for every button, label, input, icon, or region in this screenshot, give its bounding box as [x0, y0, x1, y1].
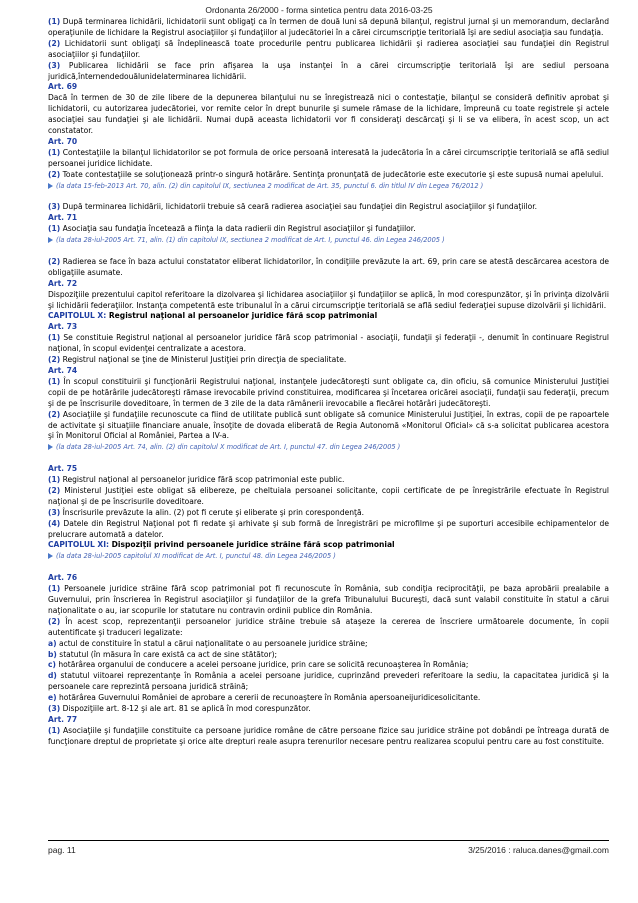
article-heading: Art. 72 — [48, 278, 78, 288]
paragraph-number: (2) — [48, 38, 61, 48]
paragraph-text: În scopul constituirii şi funcţionării Registrului naţional, instanţele judecătoreşti sunt obligate ca, din oficiu, să comunice Ministerului Justiţiei copii de pe hotărârile judecătoreşti rămase irevocabile privind constituirea, modificarea şi încetarea oricărei asociaţii, fundaţii sau federaţii, precum şi de pe înscrisurile doveditoare, în termen de 3 zile de la data rămânerii irevocabile a fiecărei hotărâri judecătoreşti. — [48, 376, 609, 408]
paragraph-text: Contestaţiile la bilanţul lichidatorilor se pot formula de orice persoană interesată la judecătoria în a cărei circumscripţie teritorială se află sediul persoanei juridice lichidate. — [48, 147, 609, 168]
article-heading: Art. 70 — [48, 136, 78, 146]
paragraph-number: (1) — [48, 17, 61, 26]
paragraph — [48, 726, 609, 748]
amendment-text: (la data 15-feb-2013 Art. 70, alin. (2) din capitolul IX, sectiunea 2 modificat de Art. 35, punctul 6. din titlul IV din Legea 76/2012 ) — [56, 181, 484, 190]
paragraph — [48, 17, 609, 39]
paragraph — [48, 704, 609, 715]
paragraph-number: d) — [48, 671, 57, 681]
amendment-note — [48, 551, 609, 562]
paragraph-text: Toate contestaţiile se soluţionează printr-o singură hotărâre. Sentinţa pronunţată de judecătorie este executorie şi este supusă numai apelului. — [62, 169, 604, 179]
paragraph-number: e) — [48, 693, 57, 703]
paragraph — [48, 671, 609, 693]
chapter-title: Registrul naţional al persoanelor juridice fără scop patrimonial — [108, 311, 378, 321]
paragraph-number: (1) — [48, 147, 61, 157]
paragraph-number: (2) — [48, 355, 61, 365]
triangle-marker-icon — [48, 237, 53, 243]
paragraph-text: Radierea se face în baza actului constatator eliberat lichidatorilor, în condiţiile prevăzute la art. 69, prin care se atestă descărcarea acestora de obligaţiile asumate. — [48, 256, 610, 277]
paragraph — [48, 617, 609, 639]
paragraph-text: statutul viitoarei reprezentanţe în România a acelei persoane juridice, cuprinzând prevederi referitoare la sediu, la capacitatea juridică şi la persoanele care reprezintă persoana juridică străină; — [48, 671, 609, 692]
paragraph — [48, 333, 609, 355]
amendment-note — [48, 235, 609, 246]
paragraph-number: (1) — [48, 584, 61, 594]
paragraph-number: (2) — [48, 616, 61, 626]
amendment-note — [48, 181, 609, 192]
paragraph-text: Asociaţiile şi fundaţiile constituite ca persoane juridice române de către persoane fizice sau juridice străine pot dobândi pe întreaga durată de funcţionare dreptul de proprietate şi orice alte drepturi reale asupra terenurilor necesare pentru realizarea scopului pentru care au fost constituite. — [48, 725, 610, 746]
paragraph — [48, 377, 609, 410]
paragraph-number: (2) — [48, 169, 61, 179]
paragraph-number: (2) — [48, 409, 61, 419]
paragraph-text: După terminarea lichidării, lichidatorii sunt obligaţi ca în termen de două luni să depună bilanţul, registrul jurnal şi un memorandum, declarând operaţiunile de lichidare la Registrul asociaţiilor şi fundaţiilor al judecătoriei în a cărei circumscripţie teritorială îşi are sediul asociaţia sau fundaţia. — [48, 17, 609, 37]
triangle-marker-icon — [48, 183, 53, 189]
paragraph-text: statutul (în măsura în care există ca act de sine stătător); — [59, 649, 278, 659]
paragraph-text: În acest scop, reprezentanţii persoanelor juridice străine trebuie să ataşeze la cererea de înscriere următoarele documente, în copii autentificate şi traduceri legalizate: — [48, 616, 609, 637]
paragraph-text: Dispoziţiile prezentului capitol referitoare la dizolvarea şi lichidarea asociaţiilor şi fundaţiilor se aplică, în mod corespunzător, şi în privinţa dizolvării şi lichidării federaţiilor. Instanţa competentă este tribunalul în a cărui circumscripţie teritorială se află sediul federaţiei supuse dizolvării şi lichidării. — [48, 289, 609, 310]
paragraph-number: (4) — [48, 518, 61, 528]
paragraph-text: Datele din Registrul Naţional pot fi redate şi arhivate şi sub formă de înregistrări pe microfilme şi pe suporturi accesibile echipamentelor de prelucrare automată a datelor. — [48, 518, 609, 539]
paragraph-number: (3) — [48, 202, 61, 212]
amendment-note — [48, 442, 609, 453]
paragraph — [48, 486, 609, 508]
paragraph — [48, 650, 609, 661]
triangle-marker-icon — [48, 444, 53, 450]
paragraph-number: c) — [48, 660, 56, 670]
article-heading: Art. 75 — [48, 464, 78, 474]
paragraph — [48, 475, 609, 486]
paragraph-number: (3) — [48, 60, 61, 70]
paragraph-number: (1) — [48, 333, 61, 343]
paragraph-text: Persoanele juridice străine fără scop patrimonial pot fi recunoscute în România, sub condiţia reciprocităţii, pe baza aprobării prealabile a Guvernului, prin înscrierea în Registrul asociaţiilor şi fundaţiilor de la grefa Tribunalului Bucureşti, dacă sunt valabil constituite în statul a cărui naţionalitate o au, iar scopurile lor statutare nu contravin ordinii publice din România. — [48, 584, 609, 615]
paragraph-number: (3) — [48, 704, 61, 714]
paragraph-text: Dispoziţiile art. 8-12 şi ale art. 81 se aplică în mod corespunzător. — [62, 704, 311, 714]
article-heading: Art. 74 — [48, 365, 78, 375]
paragraph — [48, 584, 609, 617]
paragraph — [48, 224, 609, 235]
paragraph-text: Registrul naţional se ţine de Ministerul Justiţiei prin direcţia de specialitate. — [62, 355, 347, 365]
paragraph — [48, 410, 609, 443]
paragraph-number: (3) — [48, 507, 61, 517]
paragraph-text: hotărârea organului de conducere a acelei persoane juridice, prin care se solicită recunoaşterea în România; — [58, 660, 469, 670]
paragraph — [48, 519, 609, 541]
paragraph-text: actul de constituire în statul a cărui naţionalitate o au persoanele juridice străine; — [58, 638, 368, 648]
paragraph-text: Dacă în termen de 30 de zile libere de la depunerea bilanţului nu se înregistrează nici o contestaţie, bilanţul se consideră definitiv aprobat şi lichidatorii, cu autorizarea judecătoriei, vor remite celor în drept bunurile şi sumele rămase de la lichidare, împreună cu toate registrele şi actele asociaţiei sau fundaţiei şi ale lichidării. Numai după aceasta lichidatorii vor fi consideraţi descărcaţi şi li se va elibera, în acest scop, un act constatator. — [48, 93, 609, 136]
paragraph-number: (2) — [48, 485, 61, 495]
article-heading: Art. 71 — [48, 213, 78, 223]
paragraph-number: (1) — [48, 224, 61, 234]
paragraph — [48, 202, 609, 213]
paragraph-text: Asociaţia sau fundaţia încetează a fiinţa la data radierii din Registrul asociaţiilor şi fundaţiilor. — [62, 224, 416, 234]
paragraph-number: a) — [48, 638, 57, 648]
paragraph-number: b) — [48, 649, 57, 659]
paragraph — [48, 508, 609, 519]
paragraph-text: Se constituie Registrul naţional al persoanelor juridice fără scop patrimonial - asociaţii, fundaţii şi federaţii -, denumit în continuare Registrul naţional, în scopul evidenţei centralizate a acestora. — [48, 333, 609, 354]
footer-date-user: 3/25/2016 : raluca.danes@gmail.com — [468, 845, 609, 855]
paragraph-text: Înscrisurile prevăzute la alin. (2) pot fi cerute şi eliberate şi prin corespondenţă. — [62, 507, 365, 517]
paragraph-text: Registrul naţional al persoanelor juridice fără scop patrimonial este public. — [62, 475, 345, 485]
paragraph — [48, 660, 609, 671]
paragraph — [48, 148, 609, 170]
page-header: Ordonanta 26/2000 - forma sintetica pentru data 2016-03-25 — [205, 5, 433, 15]
amendment-text: (la data 28-iul-2005 Art. 74, alin. (2) din capitolul X modificat de Art. I, punctul 47. din Legea 246/2005 ) — [56, 443, 401, 452]
paragraph-text: Asociaţiile şi fundaţiile recunoscute ca fiind de utilitate publică sunt obligate să comunice Ministerului Justiţiei, în extras, copii de pe rapoartele de activitate şi situaţiile financiare anuale, însoţite de dovada eliberată de Regia Autonomă «Monitorul Oficial» că s-a solicitat publicarea acestora şi în Monitorul Oficial al României, Partea a IV-a. — [48, 409, 609, 441]
paragraph-number: (2) — [48, 256, 61, 266]
paragraph-number: (1) — [48, 376, 61, 386]
paragraph-text: Ministerul Justiţiei este obligat să elibereze, pe cheltuiala persoanei solicitante, copii certificate de pe înregistrările efectuate în Registrul naţional şi de pe înscrisurile doveditoare. — [48, 485, 609, 506]
amendment-text: (la data 28-iul-2005 capitolul XI modificat de Art. I, punctul 48. din Legea 246/2005 ) — [56, 552, 336, 561]
paragraph-text: După terminarea lichidării, lichidatorii trebuie să ceară radierea asociaţiei sau fundaţiei din Registrul asociaţiilor şi fundaţiilor. — [62, 202, 537, 212]
document-body — [48, 17, 609, 748]
chapter-heading — [48, 311, 609, 322]
article-heading: Art. 69 — [48, 82, 78, 92]
paragraph — [48, 257, 609, 279]
paragraph — [48, 61, 609, 83]
paragraph — [48, 290, 609, 312]
page-footer — [48, 840, 609, 855]
article-heading: Art. 73 — [48, 322, 78, 332]
page-number: pag. 11 — [48, 845, 76, 855]
paragraph — [48, 355, 609, 366]
paragraph — [48, 39, 609, 61]
paragraph — [48, 693, 609, 704]
paragraph — [48, 639, 609, 650]
paragraph — [48, 170, 609, 181]
paragraph-text: Lichidatorii sunt obligaţi să îndeplinească toate procedurile pentru publicarea lichidării şi radierea asociaţiei sau fundaţiei din Registrul asociaţiilor şi fundaţiilor. — [48, 38, 609, 59]
chapter-title: Dispoziţii privind persoanele juridice străine fără scop patrimonial — [111, 540, 395, 550]
article-heading: Art. 77 — [48, 714, 78, 724]
chapter-heading — [48, 540, 609, 551]
triangle-marker-icon — [48, 553, 53, 559]
paragraph-text: Publicarea lichidării se face prin afişarea la uşa instanţei în a cărei circumscripţie teritorială îşi are sediul persoana juridică,înternendedouălunidelaterminarea lichidării. — [48, 60, 609, 81]
chapter-label: CAPITOLUL XI: — [48, 540, 110, 550]
amendment-text: (la data 28-iul-2005 Art. 71, alin. (1) din capitolul IX, sectiunea 2 modificat de Art. I, punctul 46. din Legea 246/2005 ) — [56, 236, 445, 245]
article-heading: Art. 76 — [48, 573, 78, 583]
chapter-label: CAPITOLUL X: — [48, 311, 107, 321]
paragraph-number: (1) — [48, 725, 61, 735]
paragraph-text: hotărârea Guvernului României de aprobare a cererii de recunoaştere în România apersoaneijuridicesolicitante. — [58, 693, 481, 703]
paragraph-number: (1) — [48, 475, 61, 485]
paragraph — [48, 93, 609, 137]
